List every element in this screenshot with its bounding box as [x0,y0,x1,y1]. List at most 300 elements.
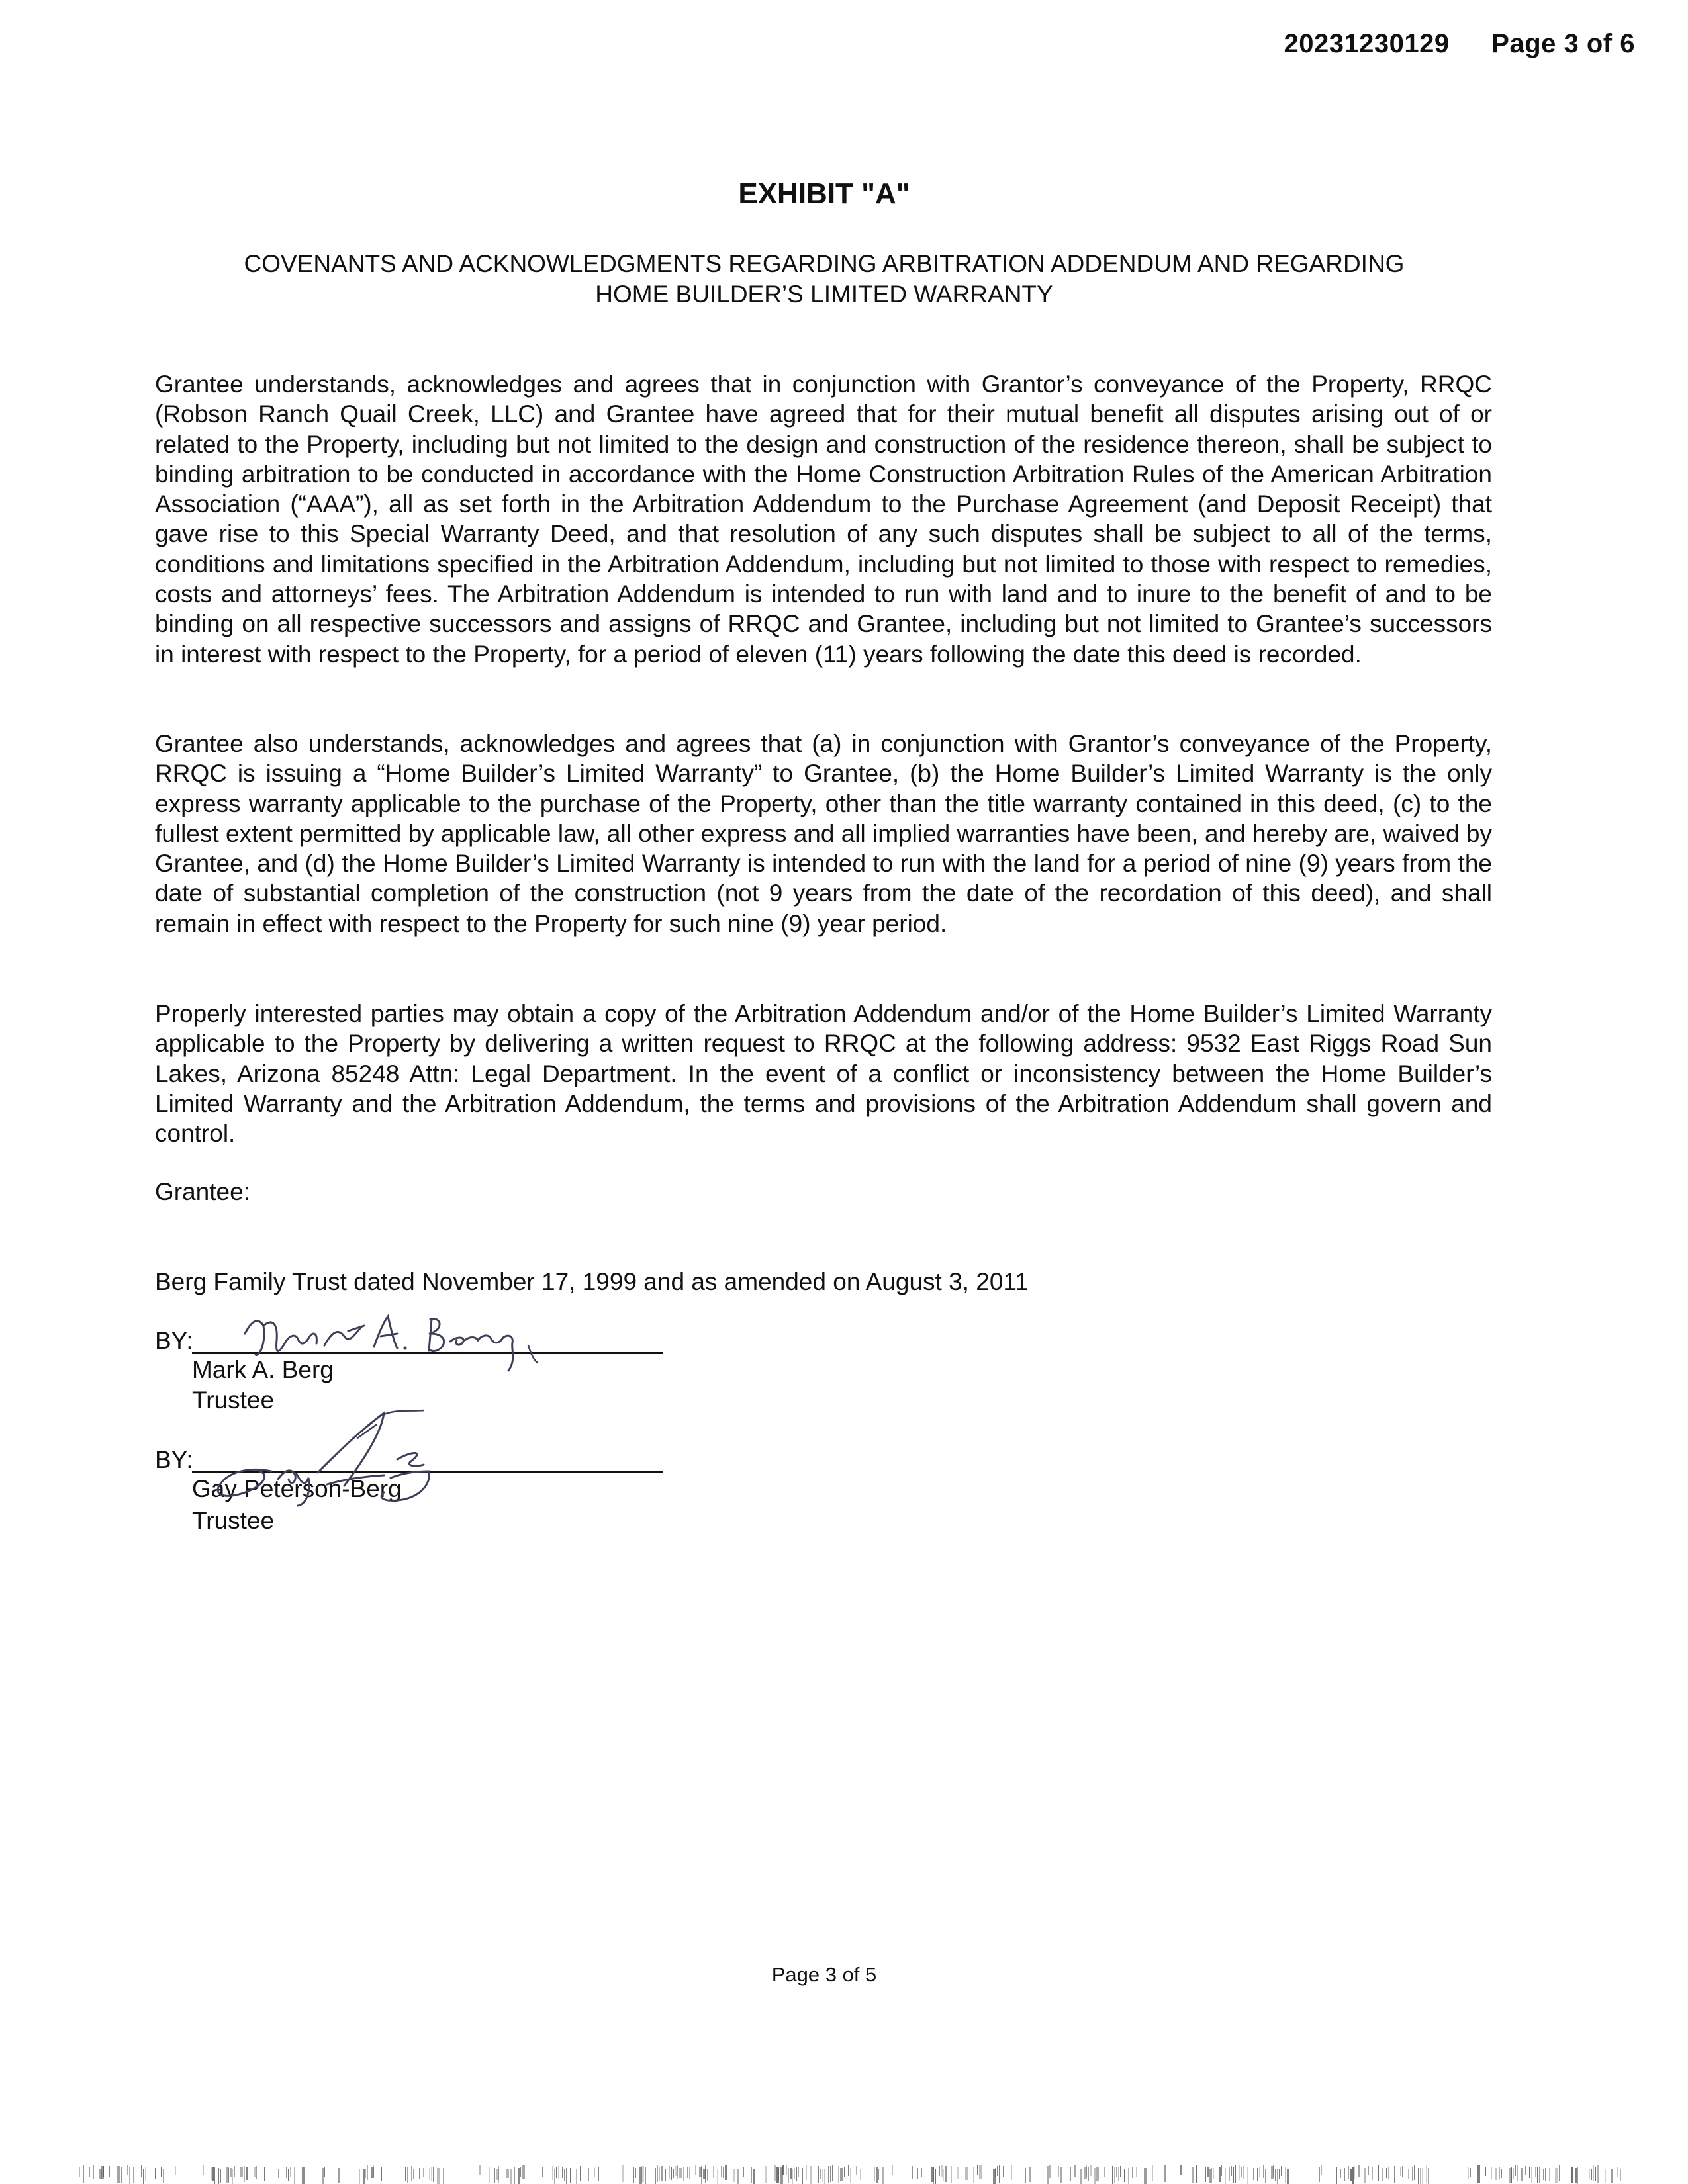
scan-noise-mark [659,2167,660,2181]
scan-noise-mark [1577,2167,1578,2184]
scan-noise-mark [294,2167,295,2184]
scan-noise-mark [1477,2165,1480,2183]
scan-noise-mark [1231,2166,1232,2176]
scan-noise-mark [1319,2167,1320,2182]
scan-noise-mark [860,2169,861,2180]
scan-noise-mark [1426,2165,1427,2183]
scan-noise-mark [1128,2168,1129,2184]
trust-name-line: Berg Family Trust dated November 17, 1999 and as amended on August 3, 2011 [155,1268,1029,1295]
scan-noise-mark [1257,2168,1258,2181]
exhibit-subtitle [0,249,1648,310]
scan-noise-mark [792,2169,793,2184]
scan-noise-mark [939,2166,940,2176]
signature-line [192,1352,663,1354]
scan-noise-mark [778,2169,779,2180]
header-page-reference: Page 3 of 6 [1491,29,1635,58]
scan-noise-mark [951,2166,952,2183]
scan-noise-mark [912,2166,913,2179]
scan-noise-mark [957,2167,959,2179]
scan-noise-mark [818,2166,819,2183]
scan-noise-mark [1152,2165,1153,2181]
scan-noise-mark [203,2165,204,2175]
scan-noise-mark [520,2167,521,2177]
scan-noise-mark [1136,2167,1137,2177]
scan-noise-mark [1368,2166,1369,2175]
scan-noise-mark [302,2167,305,2184]
scan-noise-mark [695,2165,696,2175]
scan-noise-mark [1511,2167,1512,2183]
scan-noise-mark [1336,2167,1337,2184]
scan-noise-mark [921,2168,922,2177]
scan-noise-mark [1080,2169,1082,2184]
scan-noise-mark [230,2168,232,2177]
scan-noise-mark [820,2169,821,2179]
scan-noise-mark [580,2166,581,2181]
signature-line [192,1471,663,1473]
scan-noise-mark [494,2168,495,2183]
scan-noise-mark [1414,2165,1415,2180]
scan-noise-mark [437,2168,440,2184]
scan-noise-mark [290,2167,291,2177]
scan-noise-mark [1535,2167,1536,2177]
scan-noise-mark [89,2167,90,2177]
scan-noise-mark [405,2167,406,2181]
scan-noise-mark [840,2168,843,2181]
scan-noise-mark [838,2166,839,2183]
scan-noise-mark [655,2168,656,2184]
scan-noise-mark [1468,2167,1469,2179]
scan-noise-mark [129,2167,130,2184]
scan-noise-mark [707,2169,708,2181]
scan-noise-mark [1555,2168,1558,2183]
scan-noise-mark [264,2167,265,2181]
scan-noise-mark [175,2166,176,2175]
scan-noise-mark [935,2169,936,2184]
scan-noise-mark [506,2169,509,2178]
scan-noise-mark [713,2166,714,2178]
scan-noise-mark [705,2165,706,2183]
scan-noise-mark [774,2165,776,2181]
scan-noise-mark [1120,2166,1121,2177]
scan-noise-mark [214,2167,215,2184]
scan-noise-mark [288,2169,289,2181]
scan-noise-mark [220,2169,221,2183]
scan-noise-mark [788,2168,789,2183]
scan-noise-mark [1112,2166,1113,2184]
paragraph-text: Properly interested parties may obtain a copy of the Arbitration Addendum and/or of the Home Builder’s Limited Warranty applicable to the Property by delivering a written request to RRQC at the following address: 9532 East Riggs Road Sun Lakes, Arizona 85248 Attn: Legal Department. In the event of a conflict or inconsistency between the Home Builder’s Limited Warranty and the Arbitration Addendum, the terms and provisions of the Arbitration Addendum shall govern and control. [155,1000,1492,1148]
scan-noise-mark [498,2166,499,2183]
scan-noise-mark [1116,2167,1117,2177]
scan-noise-mark [1418,2168,1419,2184]
scan-noise-mark [1428,2168,1429,2184]
scan-noise-mark [1597,2165,1599,2183]
scan-noise-mark [161,2167,162,2177]
scan-noise-mark [1104,2167,1105,2177]
scan-noise-mark [874,2167,875,2181]
scan-noise-mark [1402,2166,1403,2177]
scan-noise-mark [671,2167,672,2180]
by-label: BY: [155,1446,193,1473]
scan-noise-mark [103,2166,104,2177]
scan-noise-mark [794,2168,795,2179]
scan-noise-mark [751,2167,752,2183]
scan-noise-mark [359,2169,360,2184]
scan-noise-mark [1243,2166,1244,2179]
scan-noise-mark [856,2166,857,2175]
footer-page-number: Page 3 of 5 [771,1963,877,1986]
scan-noise-mark [1537,2167,1538,2183]
scan-noise-mark [1273,2165,1274,2177]
scan-noise-mark [1531,2167,1532,2183]
scan-noise-mark [211,2167,212,2180]
exhibit-title: EXHIBIT "A" [738,177,910,210]
scan-noise-mark [143,2169,144,2184]
scan-noise-mark [645,2167,646,2184]
scan-noise-mark [1070,2167,1071,2181]
scan-noise-mark [1233,2167,1234,2183]
scan-noise-mark [1207,2167,1209,2177]
scan-noise-mark [489,2167,490,2183]
scan-noise-mark [1025,2168,1026,2183]
scan-noise-mark [232,2169,233,2184]
scan-noise-mark [133,2167,134,2183]
scan-noise-mark [1420,2168,1421,2184]
scan-noise-mark [1275,2169,1276,2181]
scan-noise-mark [518,2168,520,2184]
grantee-label: Grantee: [155,1178,250,1205]
scan-noise-mark [1491,2167,1492,2179]
scan-noise-mark [1003,2166,1004,2177]
scan-noise-mark [109,2166,110,2177]
scan-noise-mark [1235,2165,1236,2183]
scan-noise-mark [1209,2169,1211,2183]
scan-noise-mark [1543,2169,1544,2180]
scan-noise-mark [1378,2165,1379,2181]
scan-noise-mark [665,2169,666,2181]
scan-noise-mark [723,2167,724,2178]
scan-noise-mark [542,2167,543,2177]
scan-noise-mark [1571,2167,1573,2183]
scan-noise-mark [832,2165,833,2181]
scan-noise-mark [822,2169,823,2182]
scan-noise-mark [661,2166,663,2181]
scan-noise-mark [1118,2167,1119,2181]
scan-noise-mark [1372,2167,1373,2180]
scan-noise-mark [977,2165,978,2175]
scan-noise-mark [790,2168,792,2179]
scan-noise-mark [1058,2166,1059,2177]
paragraph-arbitration [155,369,1492,669]
scan-noise-mark [802,2168,803,2184]
by-label: BY: [155,1327,193,1354]
scan-noise-mark [576,2169,577,2184]
scan-noise-mark [1205,2167,1206,2182]
scan-noise-mark [1285,2167,1286,2183]
scan-noise-mark [1364,2168,1366,2183]
scan-noise-mark [522,2165,525,2179]
scan-noise-mark [721,2166,722,2177]
scan-noise-mark [1525,2166,1526,2175]
scan-noise-mark [1358,2165,1360,2177]
scan-noise-mark [1180,2165,1182,2175]
scan-noise-mark [828,2166,829,2183]
scan-noise-mark [782,2165,784,2175]
scan-noise-mark [1517,2165,1518,2181]
scan-noise-mark [1144,2168,1147,2184]
document-number: 20231230129 [1284,29,1450,58]
scan-noise-mark [1221,2165,1222,2176]
scan-noise-mark [999,2165,1000,2183]
scan-noise-mark [917,2168,918,2179]
paragraph-text: Grantee understands, acknowledges and agrees that in conjunction with Grantor’s conveyance of the Property, RRQC (Robson Ranch Quail Creek, LLC) and Grantee have agreed that for their mutual benefit all disputes arising out of or related to the Property, including but not limited to the design and construction of the residence thereon, shall be subject to binding arbitration to be conducted in accordance with the Home Construction Arbitration Rules of the American Arbitration Association (“AAA”), all as set forth in the Arbitration Addendum to the Purchase Agreement (and Deposit Receipt) that gave rise to this Special Warranty Deed, and that resolution of any such disputes shall be subject to all of the terms, conditions and limitations specified in the Arbitration Addendum, including but not limited to those with respect to remedies, costs and attorneys’ fees. The Arbitration Addendum is intended to run with land and to inure to the benefit of and to be binding on all respective successors and assigns of RRQC and Grantee, including but not limited to Grantee’s successors in interest with respect to the Property, for a period of eleven (11) years following the date this deed is recorded. [155,371,1492,668]
scan-noise-mark [1400,2167,1401,2176]
scan-noise-mark [810,2166,812,2184]
scan-noise-mark [733,2169,735,2182]
scan-noise-mark [598,2167,599,2181]
scan-noise-mark [1499,2167,1500,2179]
scan-noise-mark [806,2165,807,2180]
scan-noise-mark [786,2165,787,2175]
scan-noise-mark [588,2168,589,2181]
scan-noise-mark [234,2166,235,2177]
scan-noise-mark [246,2167,248,2180]
scan-noise-mark [689,2167,690,2179]
signer-title: Trustee [192,1387,275,1414]
scan-noise-mark [1164,2165,1166,2182]
scan-noise-mark [1281,2166,1282,2176]
scan-noise-mark [1485,2167,1486,2176]
scan-noise-mark [933,2167,934,2184]
scan-noise-mark [93,2165,94,2179]
scan-noise-mark [635,2168,636,2178]
scan-noise-mark [423,2168,424,2177]
scan-noise-mark [633,2167,634,2183]
scan-noise-mark [429,2168,430,2180]
scan-noise-mark [943,2169,944,2181]
scan-noise-mark [1229,2167,1230,2181]
scan-noise-mark [824,2169,825,2184]
scan-noise-mark [1211,2168,1212,2183]
scan-noise-mark [1132,2167,1133,2178]
scan-noise-mark [514,2167,515,2184]
scan-noise-mark [1595,2167,1596,2181]
scan-noise-mark [1279,2169,1280,2179]
scan-noise-mark [687,2167,688,2178]
scan-noise-mark [431,2167,432,2181]
subtitle-line-2: HOME BUILDER’S LIMITED WARRANTY [595,281,1053,308]
scan-noise-mark [1259,2167,1260,2177]
scan-noise-mark [848,2165,849,2176]
scan-noise-mark [554,2169,555,2184]
scan-noise-mark [1617,2167,1618,2177]
scan-noise-mark [1382,2168,1383,2181]
scan-noise-mark [995,2168,996,2177]
scan-noise-mark [367,2165,368,2180]
scan-noise-mark [155,2168,156,2179]
scan-noise-mark [558,2166,559,2179]
scan-noise-mark [1247,2167,1248,2184]
scan-noise-mark [228,2168,229,2182]
scan-noise-mark [1501,2169,1502,2178]
scan-noise-mark [1225,2168,1226,2184]
scan-noise-mark [1263,2165,1264,2178]
scan-noise-mark [117,2166,120,2183]
scan-noise-mark [121,2167,122,2183]
scan-noise-mark [622,2165,624,2182]
scan-noise-mark [594,2168,595,2177]
scan-noise-mark [669,2166,670,2179]
scan-noise-mark [145,2167,146,2181]
scan-noise-mark [1213,2168,1214,2179]
scan-noise-mark [1029,2167,1031,2182]
scan-artifact-strip [0,2159,1688,2184]
scan-noise-mark [278,2169,279,2178]
scan-noise-mark [701,2166,702,2184]
scan-noise-mark [1388,2167,1389,2179]
scan-noise-mark [1344,2168,1345,2181]
scan-noise-mark [1515,2165,1516,2176]
scan-noise-mark [381,2167,382,2181]
scan-noise-mark [407,2167,408,2183]
scan-noise-mark [556,2167,557,2178]
scan-noise-mark [363,2169,365,2184]
recording-header [1284,29,1635,59]
scan-noise-mark [1394,2166,1395,2183]
scan-noise-mark [765,2166,767,2183]
scan-noise-mark [1241,2167,1242,2177]
scan-noise-mark [141,2165,142,2177]
scan-noise-mark [413,2169,414,2179]
scan-noise-mark [1513,2168,1514,2179]
scan-noise-mark [1620,2169,1621,2181]
scan-noise-mark [1074,2165,1076,2177]
scan-noise-mark [830,2166,831,2182]
scan-noise-mark [878,2169,879,2180]
scan-noise-mark [673,2169,674,2178]
scan-noise-mark [365,2169,366,2178]
scan-noise-mark [941,2165,943,2177]
scan-noise-mark [1422,2168,1423,2184]
scan-noise-mark [1265,2169,1266,2183]
scan-noise-mark [254,2167,256,2177]
scan-noise-mark [566,2168,567,2184]
paragraph-text: Grantee also understands, acknowledges and agrees that (a) in conjunction with Grantor’s conveyance of the Property, RRQC is issuing a “Home Builder’s Limited Warranty” to Grantee, (b) the Home Builder’s Limited Warranty is the only express warranty applicable to the purchase of the Property, other than the title warranty contained in this deed, (c) to the fullest extent permitted by applicable law, all other express and all implied warranties have been, and hereby are, waived by Grantee, and (d) the Home Builder’s Limited Warranty is intended to run with the land for a period of nine (9) years from the date of substantial completion of the construction (not 9 years from the date of the recordation of this deed), and shall remain in effect with respect to the Property for such nine (9) year period. [155,730,1492,937]
scan-noise-mark [564,2169,565,2181]
scan-noise-mark [1354,2166,1355,2179]
scan-noise-mark [1124,2169,1125,2182]
scan-noise-mark [997,2166,998,2176]
scan-noise-mark [1545,2168,1546,2181]
scan-noise-mark [796,2167,797,2181]
scan-noise-mark [1090,2165,1092,2176]
scan-noise-mark [979,2165,982,2179]
scan-noise-mark [562,2167,563,2178]
scan-noise-mark [683,2167,684,2181]
scan-noise-mark [1340,2169,1341,2178]
scan-noise-mark [1350,2169,1352,2181]
scan-noise-mark [1114,2167,1115,2183]
scan-noise-mark [1239,2165,1240,2180]
scan-noise-mark [240,2167,243,2177]
scan-noise-mark [443,2168,444,2184]
scan-noise-mark [433,2167,434,2182]
scan-noise-mark [973,2167,974,2183]
scan-noise-mark [83,2165,84,2183]
scan-noise-mark [1470,2168,1471,2177]
scan-noise-mark [1287,2169,1289,2184]
scan-noise-mark [411,2166,412,2181]
scan-noise-mark [1559,2165,1560,2181]
scan-noise-mark [1539,2167,1540,2183]
scan-noise-mark [1086,2165,1087,2177]
scan-noise-mark [1253,2168,1254,2180]
scan-noise-mark [657,2165,658,2182]
scan-noise-mark [244,2166,245,2182]
scan-noise-mark [1011,2165,1012,2180]
signer-title: Trustee [192,1507,275,1534]
scan-noise-mark [1412,2167,1413,2181]
scan-noise-mark [552,2166,553,2180]
scan-noise-mark [163,2169,164,2183]
scan-noise-mark [1591,2169,1592,2180]
scan-noise-mark [1060,2167,1062,2183]
scan-noise-mark [1408,2169,1409,2179]
scan-noise-mark [256,2166,257,2179]
scan-noise-mark [850,2168,851,2183]
scan-noise-mark [892,2165,893,2175]
scan-noise-mark [1348,2166,1349,2179]
scan-noise-mark [1196,2165,1197,2183]
scan-noise-mark [286,2167,287,2178]
scan-noise-mark [679,2168,682,2178]
scan-noise-mark [1094,2168,1096,2184]
subtitle-line-1: COVENANTS AND ACKNOWLEDGMENTS REGARDING ARBITRATION ADDENDUM AND REGARDING [244,250,1405,277]
paragraph-copy-request [155,999,1492,1148]
scan-noise-mark [743,2167,744,2177]
scan-noise-mark [641,2166,644,2182]
scan-noise-mark [1593,2165,1594,2181]
scan-noise-mark [1549,2168,1550,2181]
scan-noise-mark [1096,2167,1099,2181]
scan-noise-mark [798,2167,799,2177]
paragraph-warranty [155,729,1492,938]
scan-noise-mark [127,2165,128,2175]
scan-noise-mark [1088,2167,1089,2181]
scan-noise-mark [510,2169,512,2184]
scan-noise-mark [212,2167,214,2181]
scan-noise-mark [1352,2167,1354,2184]
scan-noise-mark [677,2165,678,2179]
scan-noise-mark [1521,2168,1523,2181]
scan-noise-mark [1495,2168,1497,2180]
signer-name: Gay Peterson-Berg [192,1475,402,1502]
scan-noise-mark [965,2167,968,2180]
scan-noise-mark [1277,2169,1278,2184]
scan-noise-mark [419,2168,420,2179]
scan-noise-mark [338,2168,340,2183]
scan-noise-mark [570,2168,571,2183]
scan-noise-mark [1321,2165,1322,2175]
signer-name: Mark A. Berg [192,1356,334,1383]
scan-noise-mark [945,2166,947,2182]
scan-noise-mark [717,2169,718,2184]
scan-noise-mark [1386,2168,1387,2178]
scan-noise-mark [373,2165,374,2177]
scan-noise-mark [218,2168,219,2184]
scan-noise-mark [1219,2167,1221,2182]
scan-noise-mark [1529,2167,1530,2178]
scan-noise-mark [1611,2169,1613,2183]
